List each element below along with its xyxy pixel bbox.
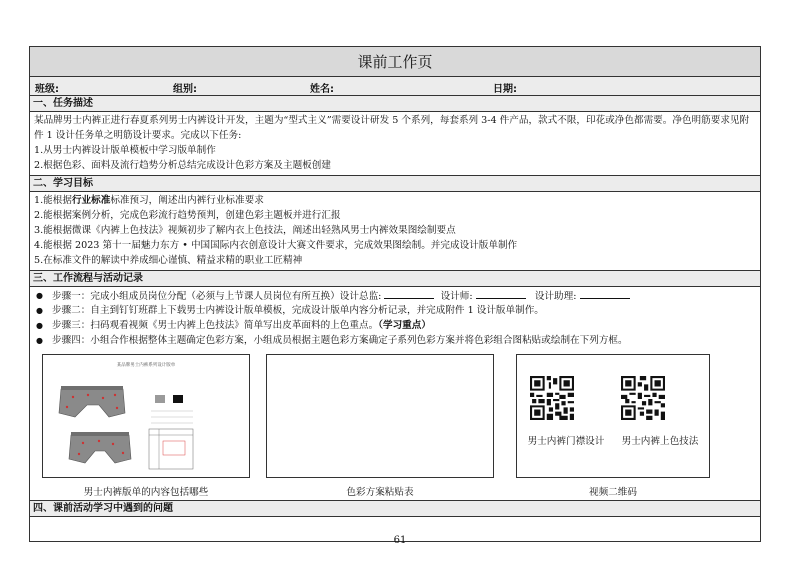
thumbnail-title: 某品牌男士内裤系列设计版单 bbox=[116, 363, 176, 368]
goals-heading: 二、学习目标 bbox=[30, 176, 760, 192]
task-description: 某品牌男士内裤正进行春夏系列男士内裤设计开发，主题为“型式主义”需要设计研发 5 个系列，每套系列 3-4 件产品，款式不限，印花或净色都需要。净色明筋要求见附件 1 设计任务单之明筋设计要求。完成以下任务: bbox=[34, 115, 750, 141]
worksheet-table bbox=[29, 46, 761, 542]
step1-text: 步骤一：完成小组成员岗位分配（必须与上节课人员岗位有所互换）设计总监: bbox=[52, 291, 382, 302]
director-blank[interactable] bbox=[384, 288, 434, 299]
goal-item-1 bbox=[34, 193, 756, 208]
assistant-blank[interactable] bbox=[580, 288, 630, 299]
qr-code-icon[interactable] bbox=[530, 376, 574, 420]
task-item-1: 1.从男士内裤设计版单模板中学习版单制作 bbox=[34, 145, 216, 156]
workflow-boxes bbox=[34, 348, 756, 498]
class-label: 班级: bbox=[35, 84, 59, 95]
qr-code-box bbox=[516, 354, 710, 478]
workflow-step-1 bbox=[34, 288, 756, 303]
step3-text: 步骤三：扫码观看视频《男士内裤上色技法》简单写出皮革面料的上色重点。 bbox=[52, 320, 379, 331]
caption-color-scheme: 色彩方案粘贴表 bbox=[346, 487, 414, 498]
spec-table-icon bbox=[149, 429, 193, 469]
goal-item-1-bold: 行业标准 bbox=[71, 195, 111, 206]
goal-item-1-post: 标准预习，阐述出内裤行业标准要求 bbox=[110, 195, 264, 206]
workflow-section bbox=[30, 271, 760, 501]
goal-item-1-pre: 1.能根据 bbox=[34, 195, 72, 206]
workflow-step-3 bbox=[34, 318, 756, 333]
color-scheme-paste-box[interactable] bbox=[266, 354, 494, 478]
swatch-icons bbox=[151, 395, 193, 423]
date-label: 日期: bbox=[493, 84, 517, 95]
task-section bbox=[30, 96, 760, 176]
workflow-step-4: ● 步骤四：小组合作根据整体主题确定色彩方案，小组成员根据主题色彩方案确定子系列色彩方案并将色彩组合图粘贴或绘制在下列方框。 bbox=[34, 333, 756, 348]
group-label: 组别: bbox=[173, 84, 197, 95]
workflow-step-2: ● 步骤二：自主到钉钉班群上下载男士内裤设计版单模板，完成设计版单内容分析记录，并完成附件 1 设计版单制作。 bbox=[34, 303, 756, 318]
goal-item-4: 4.能根据 2023 第十一届魅力东方 • 中国国际内衣创意设计大赛文件要求，完成效果图绘制。并完成设计版单制作 bbox=[34, 240, 518, 251]
step1-designer-label: 设计师: bbox=[440, 291, 473, 302]
underwear-back-icon bbox=[69, 432, 131, 463]
problems-heading: 四、课前活动学习中遇到的问题 bbox=[30, 501, 760, 517]
step1-assistant-label: 设计助理: bbox=[534, 291, 577, 302]
qr-code-icon[interactable] bbox=[621, 376, 665, 420]
designer-blank[interactable] bbox=[476, 288, 526, 299]
step3-bold: （学习重点） bbox=[378, 320, 431, 331]
underwear-front-icon bbox=[59, 386, 125, 417]
info-row bbox=[30, 77, 760, 96]
goal-item-2: 2.能根据案例分析，完成色彩流行趋势预判，创建色彩主题板并进行汇报 bbox=[34, 210, 341, 221]
goal-item-3: 3.能根据微课《内裤上色技法》视频初步了解内衣上色技法，阐述出轻熟风男士内裤效果图绘制要点 bbox=[34, 225, 456, 236]
goal-item-5: 5.在标准文件的解读中养成细心谨慎、精益求精的职业工匠精神 bbox=[34, 255, 303, 266]
workflow-heading: 三、工作流程与活动记录 bbox=[30, 271, 760, 287]
design-sheet-thumbnail bbox=[43, 355, 249, 477]
qr-label-coloring: 男士内裤上色技法 bbox=[621, 436, 699, 447]
goals-section bbox=[30, 176, 760, 271]
caption-design-sheet: 男士内裤版单的内容包括哪些 bbox=[83, 487, 209, 498]
caption-video-qr: 视频二维码 bbox=[589, 487, 637, 498]
task-item-2: 2.根据色彩、面料及流行趋势分析总结完成设计色彩方案及主题板创建 bbox=[34, 160, 331, 171]
page-number: 61 bbox=[393, 535, 407, 546]
page-title: 课前工作页 bbox=[30, 47, 760, 77]
name-label: 姓名: bbox=[310, 84, 334, 95]
qr-label-fly-design: 男士内裤门襟设计 bbox=[527, 436, 605, 447]
design-sheet-thumbnail-box bbox=[42, 354, 250, 478]
task-heading: 一、任务描述 bbox=[30, 96, 760, 112]
